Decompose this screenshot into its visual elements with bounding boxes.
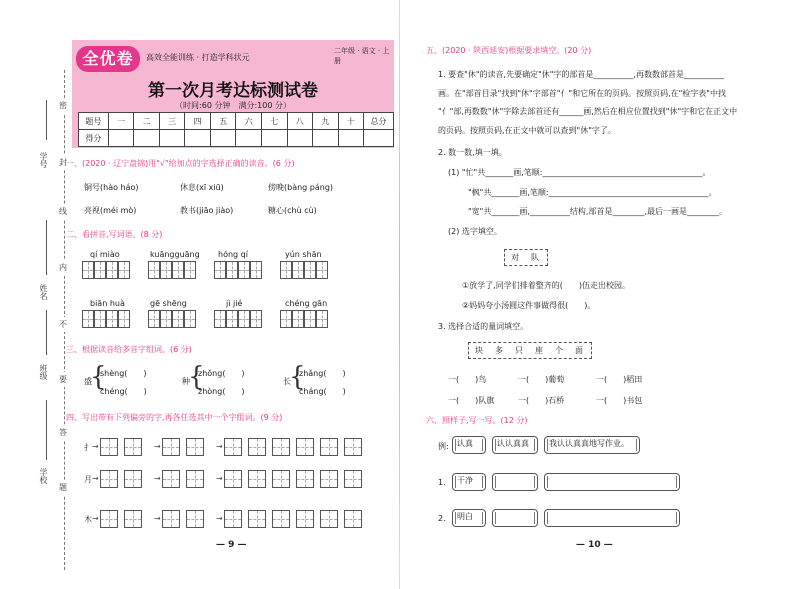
example-word: 认认真真 bbox=[492, 436, 538, 454]
writing-box[interactable] bbox=[316, 261, 328, 279]
seal-char: 内 bbox=[59, 260, 67, 275]
q2-2-title: (2) 选字填空。 bbox=[448, 227, 502, 236]
polyphone-reading[interactable]: cháng( ) bbox=[299, 387, 346, 396]
writing-box[interactable] bbox=[238, 310, 250, 328]
writing-box[interactable] bbox=[214, 310, 226, 328]
writing-box[interactable] bbox=[214, 261, 226, 279]
answer-box[interactable] bbox=[100, 470, 118, 488]
answer-box[interactable] bbox=[296, 438, 314, 456]
score-cell[interactable] bbox=[134, 130, 160, 147]
binding-margin bbox=[0, 30, 70, 550]
writing-box[interactable] bbox=[172, 261, 184, 279]
q2-1c: "宽"共_______画,__________结构,部首是________,最后一画是________。 bbox=[468, 207, 727, 216]
answer-word-field[interactable] bbox=[492, 473, 538, 491]
seal-char: 不 bbox=[59, 317, 67, 332]
score-cell[interactable] bbox=[210, 130, 236, 147]
score-cell[interactable] bbox=[287, 130, 313, 147]
writing-box[interactable] bbox=[118, 261, 130, 279]
q2-2-sentence: ②妈妈夸小汤圆这件事做得很( )。 bbox=[462, 301, 596, 310]
pronunciation-item[interactable]: 铜号(hào háo) bbox=[84, 183, 139, 192]
q6-2-label: 2. bbox=[438, 514, 446, 523]
score-value-row bbox=[79, 130, 394, 147]
brand-slogan: 高效全能训练 · 打造学科状元 bbox=[146, 53, 250, 62]
q1-line: "亻"部,再数数"休"字除去部首还有______画,然后在相应位置找到"休"字和它在正文中 bbox=[438, 107, 738, 116]
student-id-line bbox=[46, 100, 47, 140]
pinyin-label: jì jié bbox=[226, 299, 243, 308]
name-label: 姓名 bbox=[39, 284, 48, 300]
answer-box[interactable] bbox=[296, 510, 314, 528]
polyphone-char: 长 bbox=[283, 377, 291, 386]
writing-box[interactable] bbox=[280, 310, 292, 328]
answer-box[interactable] bbox=[224, 438, 242, 456]
writing-box[interactable] bbox=[184, 310, 196, 328]
pinyin-label: chéng gān bbox=[285, 299, 328, 308]
pronunciation-item[interactable]: 糖心(chù cù) bbox=[268, 206, 317, 215]
answer-box[interactable] bbox=[320, 438, 338, 456]
writing-box[interactable] bbox=[148, 310, 160, 328]
student-id-label: 学号 bbox=[39, 152, 48, 168]
answer-box[interactable] bbox=[100, 510, 118, 528]
seal-char: 题 bbox=[59, 480, 67, 495]
answer-box[interactable] bbox=[296, 470, 314, 488]
writing-box[interactable] bbox=[292, 310, 304, 328]
class-label: 班级 bbox=[39, 364, 48, 380]
table-cell: 四 bbox=[185, 113, 211, 130]
score-cell[interactable] bbox=[236, 130, 262, 147]
seal-char: 封 bbox=[59, 155, 67, 170]
table-cell: 二 bbox=[134, 113, 160, 130]
answer-box[interactable] bbox=[162, 510, 180, 528]
writing-box[interactable] bbox=[226, 261, 238, 279]
measure-item[interactable]: 一( )书包 bbox=[596, 396, 643, 405]
section-6-title: 六、照样子,写一写。(12 分) bbox=[426, 416, 528, 425]
pronunciation-item[interactable]: 教书(jiāo jiào) bbox=[180, 206, 234, 215]
score-cell[interactable] bbox=[338, 130, 364, 147]
pinyin-label: yún shān bbox=[285, 250, 322, 259]
pinyin-label: biān huà bbox=[90, 299, 125, 308]
radical-label: 月 bbox=[84, 475, 92, 484]
seal-char: 答 bbox=[59, 425, 67, 440]
answer-box[interactable] bbox=[124, 510, 142, 528]
table-cell: 十 bbox=[338, 113, 364, 130]
example-label: 例: bbox=[438, 442, 449, 451]
writing-box[interactable] bbox=[280, 261, 292, 279]
arrow-icon: → bbox=[216, 474, 223, 483]
answer-box[interactable] bbox=[224, 470, 242, 488]
seal-char: 线 bbox=[59, 204, 67, 219]
writing-box[interactable] bbox=[82, 261, 94, 279]
example-sentence: 我认认真真地写作业。 bbox=[544, 436, 640, 454]
answer-box[interactable] bbox=[344, 470, 362, 488]
writing-box[interactable] bbox=[304, 261, 316, 279]
score-cell[interactable] bbox=[261, 130, 287, 147]
q2-title: 2. 数一数,填一填。 bbox=[438, 148, 507, 157]
writing-box[interactable] bbox=[160, 310, 172, 328]
q2-2-sentence: ①放学了,同学们排着整齐的( )伍走出校园。 bbox=[462, 281, 630, 290]
writing-box[interactable] bbox=[238, 261, 250, 279]
writing-box[interactable] bbox=[94, 261, 106, 279]
brace: { bbox=[188, 362, 205, 392]
writing-box[interactable] bbox=[106, 261, 118, 279]
answer-box[interactable] bbox=[248, 438, 266, 456]
answer-box[interactable] bbox=[124, 438, 142, 456]
measure-item[interactable]: 一( )鸟 bbox=[448, 375, 487, 384]
score-cell[interactable] bbox=[159, 130, 185, 147]
page-number: — 10 — bbox=[576, 540, 613, 550]
table-cell: 八 bbox=[287, 113, 313, 130]
page-number: — 9 — bbox=[216, 540, 247, 550]
polyphone-reading[interactable]: zhǎng( ) bbox=[299, 369, 346, 378]
answer-box[interactable] bbox=[320, 510, 338, 528]
score-cell[interactable] bbox=[313, 130, 339, 147]
q6-2-word: 明白 bbox=[452, 509, 486, 527]
arrow-icon: → bbox=[216, 442, 223, 451]
measure-item[interactable]: 一( )稻田 bbox=[596, 375, 643, 384]
example-word: 认真 bbox=[452, 436, 486, 454]
answer-sentence-field[interactable] bbox=[544, 509, 680, 527]
table-cell: 三 bbox=[159, 113, 185, 130]
q1-line: 画。在"部首目录"找到"休"字部首"亻"和它所在的页码。按照页码,在"检字表"中找 bbox=[438, 89, 726, 98]
arrow-icon: → bbox=[92, 442, 99, 451]
table-cell: 七 bbox=[261, 113, 287, 130]
pinyin-label: qí miào bbox=[90, 250, 120, 259]
answer-box[interactable] bbox=[162, 470, 180, 488]
arrow-icon: → bbox=[154, 514, 161, 523]
section-3-title: 三、根据读音给多音字组词。(6 分) bbox=[66, 345, 192, 354]
q1-line: 1. 要查"休"的读音,先要确定"休"字的部首是__________,再数数部首是__________ bbox=[438, 70, 724, 79]
measure-item[interactable]: 一( )石桥 bbox=[518, 396, 565, 405]
section-4-title: 四、写出带有下列偏旁的字,再各任选其中一个字组词。(9 分) bbox=[66, 413, 283, 422]
radical-label: 木 bbox=[84, 515, 92, 524]
answer-sentence-field[interactable] bbox=[544, 473, 680, 491]
polyphone-reading[interactable]: shèng( ) bbox=[100, 369, 147, 378]
measure-item[interactable]: 一( )葡萄 bbox=[518, 375, 565, 384]
q3-title: 3. 选择合适的量词填空。 bbox=[438, 322, 529, 331]
score-cell[interactable] bbox=[108, 130, 134, 147]
exam-subtitle: （时间:60 分钟 满分:100 分） bbox=[175, 101, 291, 110]
answer-box[interactable] bbox=[186, 438, 204, 456]
section-2-title: 二、看拼音,写词语。(8 分) bbox=[66, 230, 163, 239]
answer-box[interactable] bbox=[272, 438, 290, 456]
answer-box[interactable] bbox=[224, 510, 242, 528]
writing-box[interactable] bbox=[304, 310, 316, 328]
polyphone-char: 种 bbox=[182, 377, 190, 386]
writing-box[interactable] bbox=[250, 261, 262, 279]
writing-box[interactable] bbox=[148, 261, 160, 279]
answer-box[interactable] bbox=[272, 510, 290, 528]
answer-box[interactable] bbox=[344, 510, 362, 528]
answer-word-field[interactable] bbox=[492, 509, 538, 527]
class-line bbox=[46, 310, 47, 355]
polyphone-reading[interactable]: zhǒng( ) bbox=[198, 369, 245, 378]
answer-box[interactable] bbox=[248, 470, 266, 488]
answer-box[interactable] bbox=[272, 470, 290, 488]
q6-1-label: 1. bbox=[438, 478, 446, 487]
q1-line: 的页码。按照页码,在正文中就可以查到"休"字了。 bbox=[438, 126, 616, 135]
table-cell: 题号 bbox=[79, 113, 109, 130]
school-label: 学校 bbox=[39, 468, 48, 484]
q6-1-word: 干净 bbox=[452, 473, 486, 491]
writing-box[interactable] bbox=[226, 310, 238, 328]
answer-box[interactable] bbox=[162, 438, 180, 456]
writing-box[interactable] bbox=[160, 261, 172, 279]
score-cell[interactable] bbox=[185, 130, 211, 147]
exam-title: 第一次月考达标测试卷 bbox=[148, 81, 318, 101]
arrow-icon: → bbox=[154, 474, 161, 483]
polyphone-reading[interactable]: chéng( ) bbox=[100, 387, 147, 396]
school-line bbox=[46, 400, 47, 460]
pinyin-label: gē shēng bbox=[150, 299, 187, 308]
choice-word-box: 对 队 bbox=[504, 249, 548, 266]
answer-box[interactable] bbox=[186, 470, 204, 488]
writing-box[interactable] bbox=[172, 310, 184, 328]
table-cell: 六 bbox=[236, 113, 262, 130]
name-line bbox=[46, 220, 47, 275]
radical-label: 扌 bbox=[84, 443, 92, 452]
section-5-title: 五、(2020 · 陕西延安)根据要求填空。(20 分) bbox=[426, 46, 592, 55]
answer-box[interactable] bbox=[186, 510, 204, 528]
pronunciation-item[interactable]: 亮视(méi mò) bbox=[84, 206, 137, 215]
seal-char: 密 bbox=[59, 98, 67, 113]
writing-box[interactable] bbox=[118, 310, 130, 328]
arrow-icon: → bbox=[92, 514, 99, 523]
measure-word-box: 块 多 只 座 个 面 bbox=[468, 342, 592, 359]
q2-1b: "枫"共_______画,笔顺:________________________________________。 bbox=[468, 188, 717, 197]
right-page bbox=[400, 0, 800, 589]
score-cell[interactable] bbox=[364, 130, 394, 147]
writing-box[interactable] bbox=[106, 310, 118, 328]
table-cell: 九 bbox=[313, 113, 339, 130]
answer-box[interactable] bbox=[248, 510, 266, 528]
seal-char: 要 bbox=[59, 372, 67, 387]
writing-box[interactable] bbox=[250, 310, 262, 328]
pronunciation-item[interactable]: 休息(xī xiū) bbox=[180, 183, 224, 192]
score-header-row bbox=[79, 113, 394, 130]
brand-logo: 全优卷 bbox=[76, 46, 140, 72]
table-cell: 五 bbox=[210, 113, 236, 130]
pinyin-label: kuāngguāng bbox=[150, 250, 200, 259]
writing-box[interactable] bbox=[82, 310, 94, 328]
measure-item[interactable]: 一( )队旗 bbox=[448, 396, 495, 405]
pinyin-label: hóng qí bbox=[218, 250, 248, 259]
answer-box[interactable] bbox=[320, 470, 338, 488]
polyphone-reading[interactable]: zhòng( ) bbox=[198, 387, 245, 396]
brace: { bbox=[289, 362, 306, 392]
grade-label: 二年级 · 语文 · 上册 bbox=[334, 47, 390, 65]
section-1-title: 一、(2020 · 辽宁盘锦)用"√"给加点的字选择正确的读音。(6 分) bbox=[66, 159, 295, 168]
arrow-icon: → bbox=[92, 474, 99, 483]
table-cell: 得分 bbox=[79, 130, 109, 147]
arrow-icon: → bbox=[216, 514, 223, 523]
arrow-icon: → bbox=[154, 442, 161, 451]
score-table bbox=[78, 112, 394, 147]
pronunciation-item[interactable]: 傍晚(bàng páng) bbox=[268, 183, 334, 192]
brace: { bbox=[90, 362, 107, 392]
answer-box[interactable] bbox=[344, 438, 362, 456]
writing-box[interactable] bbox=[316, 310, 328, 328]
writing-box[interactable] bbox=[184, 261, 196, 279]
writing-box[interactable] bbox=[94, 310, 106, 328]
polyphone-char: 盛 bbox=[84, 377, 92, 386]
q2-1a: (1) "忙"共_______画,笔顺:________________________________________。 bbox=[448, 168, 711, 177]
writing-box[interactable] bbox=[292, 261, 304, 279]
table-cell: 一 bbox=[108, 113, 134, 130]
answer-box[interactable] bbox=[100, 438, 118, 456]
table-cell: 总分 bbox=[364, 113, 394, 130]
answer-box[interactable] bbox=[124, 470, 142, 488]
